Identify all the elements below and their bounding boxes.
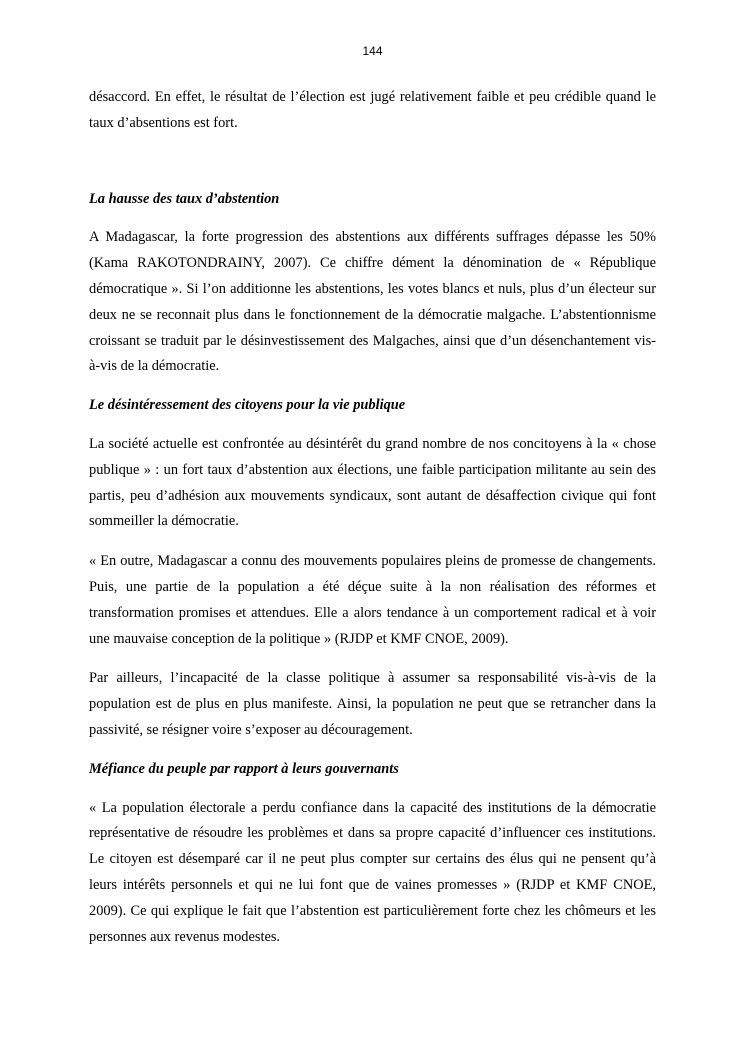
paragraph-popular-movements-quote: « En outre, Madagascar a connu des mouvements populaires pleins de promesse de changements. Puis, une partie de la population a été déçue suite à la non réalisation des réformes et transformation promises et attendues. Elle a alors tendance à un comportement radical et à voir une mauvaise conception de la politique » (RJDP et KMF CNOE, 2009).	[89, 553, 656, 647]
paragraph-political-class: Par ailleurs, l’incapacité de la classe politique à assumer sa responsabilité vis-à-vis de la population est de plus en plus manifeste. Ainsi, la population ne peut que se retrancher dans la passivité, se résigner voire s’exposer au découragement.	[89, 670, 656, 738]
page-number: 144	[362, 44, 383, 58]
paragraph-madagascar-abstentions: A Madagascar, la forte progression des abstentions aux différents suffrages dépasse les 50% (Kama RAKOTONDRAINY, 2007). Ce chiffre dément la dénomination de « République démocratique ». Si l’on additionne les abstentions, les votes blancs et nuls, plus d’un électeur sur deux ne se reconnait plus dans le fonctionnement de la démocratie malgache. L’abstentionnisme croissant se traduit par le désinvestissement des Malgaches, ainsi que d’un désenchantement vis-à-vis de la démocratie.	[89, 229, 656, 375]
heading-abstention-rise: La hausse des taux d’abstention	[89, 190, 280, 207]
heading-citizen-disinterest: Le désintéressement des citoyens pour la vie publique	[89, 397, 406, 414]
document-body	[89, 85, 656, 950]
paragraph-continuation: désaccord. En effet, le résultat de l’élection est jugé relativement faible et peu crédible quand le taux d’absentions est fort.	[89, 89, 656, 131]
heading-distrust-of-rulers: Méfiance du peuple par rapport à leurs gouvernants	[89, 760, 399, 777]
paragraph-electoral-confidence-quote: « La population électorale a perdu confiance dans la capacité des institutions de la démocratie représentative de résoudre les problèmes et dans sa propre capacité d’influencer ces institutions. Le citoyen est désemparé car il ne peut plus compter sur certains des élus qui ne pensent qu’à leurs intérêts personnels et qui ne lui font que de vaines promesses » (RJDP et KMF CNOE, 2009). Ce qui explique le fait que l’abstention est particulièrement forte chez les chômeurs et les personnes aux revenus modestes.	[89, 799, 656, 945]
paragraph-public-affairs: La société actuelle est confrontée au désintérêt du grand nombre de nos concitoyens à la « chose publique » : un fort taux d’abstention aux élections, une faible participation militante au sein des partis, peu d’adhésion aux mouvements syndicaux, sont autant de désaffection civique qui font sommeiller la démocratie.	[89, 435, 656, 530]
